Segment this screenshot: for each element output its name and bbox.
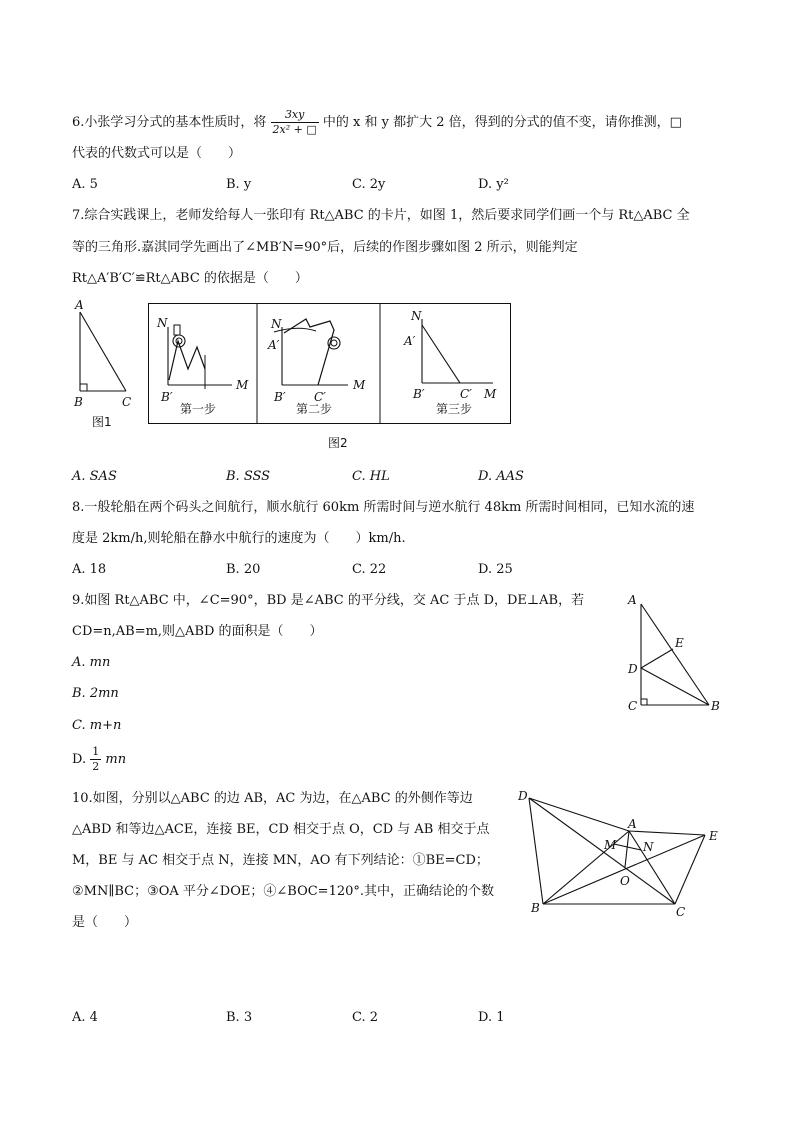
- step2-label-bp: B′: [274, 390, 286, 404]
- q10-label-o: O: [620, 874, 630, 888]
- fig1-caption: 图1: [92, 415, 112, 429]
- step1-label-m: M: [236, 378, 249, 392]
- q10-stem-line4: ②MN∥BC；③OA 平分∠DOE；④∠BOC=120°.其中，正确结论的个数: [72, 884, 495, 899]
- fig1-label-a: A: [75, 298, 84, 312]
- fig1-label-b: B: [74, 395, 83, 409]
- q10-option-d: D. 1: [478, 1010, 505, 1025]
- q10-figure: [512, 786, 722, 919]
- q9-segment-de: [641, 649, 673, 668]
- q9-label-b: B: [711, 699, 720, 713]
- q9-label-a: A: [628, 593, 637, 607]
- q9-stem-line1: 9.如图 Rt△ABC 中，∠C=90°，BD 是∠ABC 的平分线，交 AC 于点 D，DE⊥AB，若: [72, 593, 585, 608]
- q7-option-b: B. SSS: [226, 469, 271, 484]
- fig2-step-2: [267, 317, 366, 416]
- q6-fraction: [271, 108, 319, 137]
- compass-icon: [169, 341, 205, 380]
- q8-option-b: B. 20: [226, 562, 261, 577]
- q9-label-c: C: [628, 699, 638, 713]
- q7-option-a: A. SAS: [72, 469, 117, 484]
- fig2-step-3: [403, 309, 497, 416]
- fig1-side-ac: [80, 312, 126, 391]
- q6-stem-line2: 代表的代数式可以是（ ）: [72, 146, 242, 161]
- q10-stem-line5: 是（ ）: [72, 915, 138, 930]
- q9-label-d: D: [628, 662, 638, 676]
- q9-option-d: [72, 745, 126, 774]
- q6-option-d: D. y²: [478, 177, 509, 192]
- step2-label-ap: A′: [268, 338, 280, 352]
- q10-label-b: B: [531, 901, 540, 915]
- step-1-caption: 第一步: [180, 402, 217, 416]
- q10-stem-line3: M，BE 与 AC 相交于点 N，连接 MN，AO 有下列结论：①BE=CD；: [72, 853, 489, 868]
- q9-option-d-letter: D.: [72, 752, 87, 767]
- q7-stem-line1: 7.综合实践课上，老师发给每人一张印有 Rt△ABC 的卡片，如图 1，然后要求同学们画一个与 Rt△ABC 全: [72, 208, 690, 223]
- q10-option-a: A. 4: [72, 1010, 98, 1025]
- q6-fraction-denominator: 2x² + □: [272, 123, 317, 136]
- q10-label-m: M: [604, 838, 617, 852]
- q8-stem-line2: 度是 2km/h,则轮船在静水中航行的速度为（ ）km/h.: [72, 531, 406, 546]
- q9-segment-bd: [641, 668, 709, 705]
- q10-label-d: D: [518, 789, 528, 803]
- q6-prefix: 6.小张学习分式的基本性质时，将: [72, 115, 267, 130]
- q6-option-a: A. 5: [72, 177, 98, 192]
- step3-label-ap: A′: [404, 334, 416, 348]
- q10-option-b: B. 3: [226, 1010, 253, 1025]
- q9-figure: [622, 592, 722, 722]
- step1-label-n: N: [157, 316, 168, 330]
- q10-label-c: C: [676, 905, 686, 919]
- q7-option-d: D. AAS: [478, 469, 524, 484]
- q6-fraction-numerator: 3xy: [271, 108, 319, 123]
- q7-stem-line3: Rt△A′B′C′≌Rt△ABC 的依据是（ ）: [72, 271, 308, 286]
- q9-option-d-denominator: 2: [92, 760, 100, 773]
- q9-stem-line2: CD=n,AB=m,则△ABD 的面积是（ ）: [72, 624, 323, 639]
- q7-figure-1: [66, 300, 146, 430]
- q8-stem-line1: 8.一般轮船在两个码头之间航行，顺水航行 60km 所需时间与逆水航行 48km 所需时间相同，已知水流的速: [72, 500, 695, 515]
- q10-label-n: N: [643, 840, 654, 854]
- q7-option-c: C. HL: [352, 469, 390, 484]
- step2-label-n: N: [271, 317, 282, 331]
- step2-label-cp: C′: [314, 390, 326, 404]
- q7-fig2-caption: 图2: [328, 436, 348, 450]
- q9-label-e: E: [675, 636, 684, 650]
- q6-option-b: B. y: [226, 177, 252, 192]
- q8-option-a: A. 18: [72, 562, 107, 577]
- fig2-step-1: [156, 316, 249, 416]
- q6-suffix: 中的 x 和 y 都扩大 2 倍，得到的分式的值不变，请你推测，□: [322, 115, 682, 130]
- q9-option-d-tail: mn: [105, 752, 127, 767]
- q10-option-c: C. 2: [352, 1010, 379, 1025]
- q9-option-b: B. 2mn: [72, 686, 119, 701]
- step3-label-cp: C′: [460, 387, 472, 401]
- step3-label-bp: B′: [413, 387, 425, 401]
- q8-option-c: C. 22: [352, 562, 387, 577]
- q10-label-e: E: [709, 829, 718, 843]
- q9-option-a: A. mn: [72, 655, 111, 670]
- q10-label-a: A: [628, 817, 637, 831]
- q7-stem-line2: 等的三角形.嘉淇同学先画出了∠MB′N=90°后，后续的作图步骤如图 2 所示，则能判定: [72, 240, 578, 255]
- step-3-caption: 第三步: [436, 402, 473, 416]
- q9-side-ab: [641, 604, 709, 705]
- q10-stem-line2: △ABD 和等边△ACE，连接 BE，CD 相交于点 O，CD 与 AB 相交于点: [72, 822, 490, 837]
- q9-option-d-fraction: [90, 745, 101, 774]
- q6-stem-line1: [72, 108, 682, 137]
- step2-label-m: M: [353, 378, 366, 392]
- q7-figure-2: [148, 303, 514, 425]
- q9-right-angle-mark: [641, 699, 647, 705]
- q9-option-d-numerator: 1: [92, 745, 100, 758]
- q6-option-c: C. 2y: [352, 177, 386, 192]
- q8-option-d: D. 25: [478, 562, 513, 577]
- q9-option-c: C. m+n: [72, 718, 122, 733]
- step3-label-n: N: [411, 309, 422, 323]
- fig1-right-angle-mark: [80, 384, 87, 391]
- fig1-label-c: C: [122, 395, 132, 409]
- step-2-caption: 第二步: [296, 402, 333, 416]
- q10-stem-line1: 10.如图，分别以△ABC 的边 AB，AC 为边，在△ABC 的外侧作等边: [72, 791, 473, 806]
- step3-label-m: M: [484, 387, 497, 401]
- step1-label-bp: B′: [161, 390, 173, 404]
